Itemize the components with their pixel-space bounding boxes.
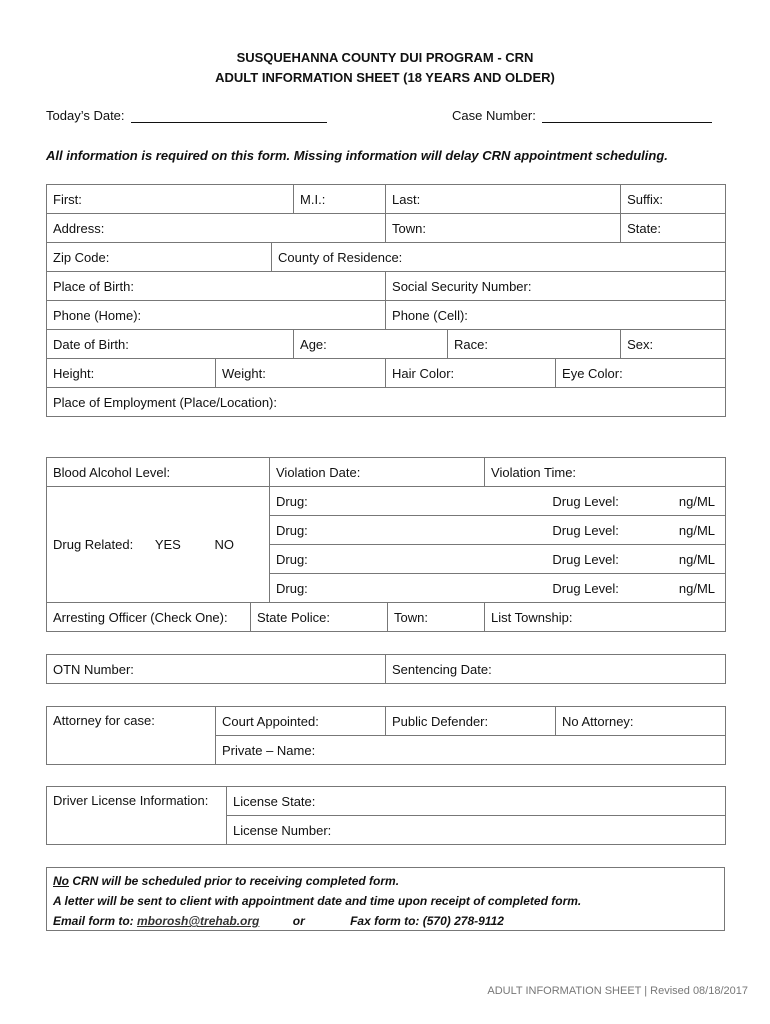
drug-level-label: Drug Level:	[552, 522, 619, 538]
drug-related-label: Drug Related:	[53, 537, 134, 552]
fax-label: Fax form to:	[350, 914, 420, 928]
personal-info-table	[46, 184, 726, 417]
dob-field[interactable]: Date of Birth:	[47, 330, 294, 359]
note-line-1	[53, 871, 718, 891]
no-attorney-field[interactable]: No Attorney:	[556, 707, 726, 736]
license-number-field[interactable]: License Number:	[227, 816, 726, 845]
first-name-field[interactable]: First:	[47, 185, 294, 214]
drug-label: Drug:	[276, 522, 308, 538]
drug-level-label: Drug Level:	[552, 580, 619, 596]
hair-color-field[interactable]: Hair Color:	[386, 359, 556, 388]
note-line-2: A letter will be sent to client with appointment date and time upon receipt of completed form.	[53, 894, 582, 908]
height-field[interactable]: Height:	[47, 359, 216, 388]
drug-label: Drug:	[276, 551, 308, 567]
todays-date-label: Today’s Date:	[46, 108, 125, 123]
email-link[interactable]: mborosh@trehab.org	[137, 914, 260, 928]
license-label: Driver License Information:	[47, 787, 227, 845]
email-label: Email form to:	[53, 914, 134, 928]
drug-row[interactable]	[270, 516, 726, 545]
drug-related-cell	[47, 487, 270, 603]
violation-table	[46, 457, 726, 632]
public-defender-field[interactable]: Public Defender:	[386, 707, 556, 736]
drug-level-label: Drug Level:	[552, 551, 619, 567]
todays-date-field[interactable]	[46, 108, 327, 123]
drug-row[interactable]	[270, 574, 726, 603]
note-line-3	[53, 911, 718, 931]
address-field[interactable]: Address:	[47, 214, 386, 243]
phone-home-field[interactable]: Phone (Home):	[47, 301, 386, 330]
private-attorney-field[interactable]: Private – Name:	[216, 736, 726, 765]
drug-level-label: Drug Level:	[552, 493, 619, 509]
or-text: or	[292, 914, 305, 928]
town-field[interactable]: Town:	[386, 214, 621, 243]
case-number-field[interactable]	[452, 108, 712, 123]
drug-unit: ng/ML	[678, 522, 716, 538]
drug-unit: ng/ML	[678, 493, 716, 509]
drug-related-no[interactable]: NO	[214, 537, 234, 552]
bac-field[interactable]: Blood Alcohol Level:	[47, 458, 270, 487]
todays-date-line	[131, 108, 327, 123]
arrest-town-field[interactable]: Town:	[388, 603, 485, 632]
place-of-birth-field[interactable]: Place of Birth:	[47, 272, 386, 301]
age-field[interactable]: Age:	[294, 330, 448, 359]
submission-note	[46, 867, 725, 931]
ssn-field[interactable]: Social Security Number:	[386, 272, 726, 301]
court-appointed-field[interactable]: Court Appointed:	[216, 707, 386, 736]
form-subtitle: ADULT INFORMATION SHEET (18 YEARS AND OLDER)	[215, 70, 555, 85]
license-table	[46, 786, 726, 845]
eye-color-field[interactable]: Eye Color:	[556, 359, 726, 388]
otn-field[interactable]: OTN Number:	[47, 655, 386, 684]
arresting-officer-label: Arresting Officer (Check One):	[47, 603, 251, 632]
violation-time-field[interactable]: Violation Time:	[485, 458, 726, 487]
drug-label: Drug:	[276, 580, 308, 596]
court-table	[46, 654, 726, 684]
note-no: No	[53, 874, 69, 888]
drug-unit: ng/ML	[678, 580, 716, 596]
case-number-label: Case Number:	[452, 108, 536, 123]
license-state-field[interactable]: License State:	[227, 787, 726, 816]
form-title: SUSQUEHANNA COUNTY DUI PROGRAM - CRN	[236, 50, 534, 65]
state-police-field[interactable]: State Police:	[251, 603, 388, 632]
drug-row[interactable]	[270, 487, 726, 516]
page-footer: ADULT INFORMATION SHEET | Revised 08/18/2017	[487, 985, 748, 997]
attorney-table	[46, 706, 726, 765]
drug-unit: ng/ML	[678, 551, 716, 567]
fax-number: (570) 278-9112	[422, 914, 504, 928]
employment-field[interactable]: Place of Employment (Place/Location):	[47, 388, 726, 417]
race-field[interactable]: Race:	[448, 330, 621, 359]
sentencing-date-field[interactable]: Sentencing Date:	[386, 655, 726, 684]
sex-field[interactable]: Sex:	[621, 330, 726, 359]
mi-field[interactable]: M.I.:	[294, 185, 386, 214]
drug-row[interactable]	[270, 545, 726, 574]
attorney-label: Attorney for case:	[47, 707, 216, 765]
county-field[interactable]: County of Residence:	[272, 243, 726, 272]
drug-related-yes[interactable]: YES	[154, 537, 181, 552]
suffix-field[interactable]: Suffix:	[621, 185, 726, 214]
township-field[interactable]: List Township:	[485, 603, 726, 632]
required-notice: All information is required on this form. Missing information will delay CRN appointment scheduling.	[46, 148, 668, 163]
note-line-1-text: CRN will be scheduled prior to receiving completed form.	[69, 874, 400, 888]
phone-cell-field[interactable]: Phone (Cell):	[386, 301, 726, 330]
drug-label: Drug:	[276, 493, 308, 509]
state-field[interactable]: State:	[621, 214, 726, 243]
weight-field[interactable]: Weight:	[216, 359, 386, 388]
case-number-line	[542, 108, 712, 123]
last-name-field[interactable]: Last:	[386, 185, 621, 214]
zip-code-field[interactable]: Zip Code:	[47, 243, 272, 272]
violation-date-field[interactable]: Violation Date:	[270, 458, 485, 487]
